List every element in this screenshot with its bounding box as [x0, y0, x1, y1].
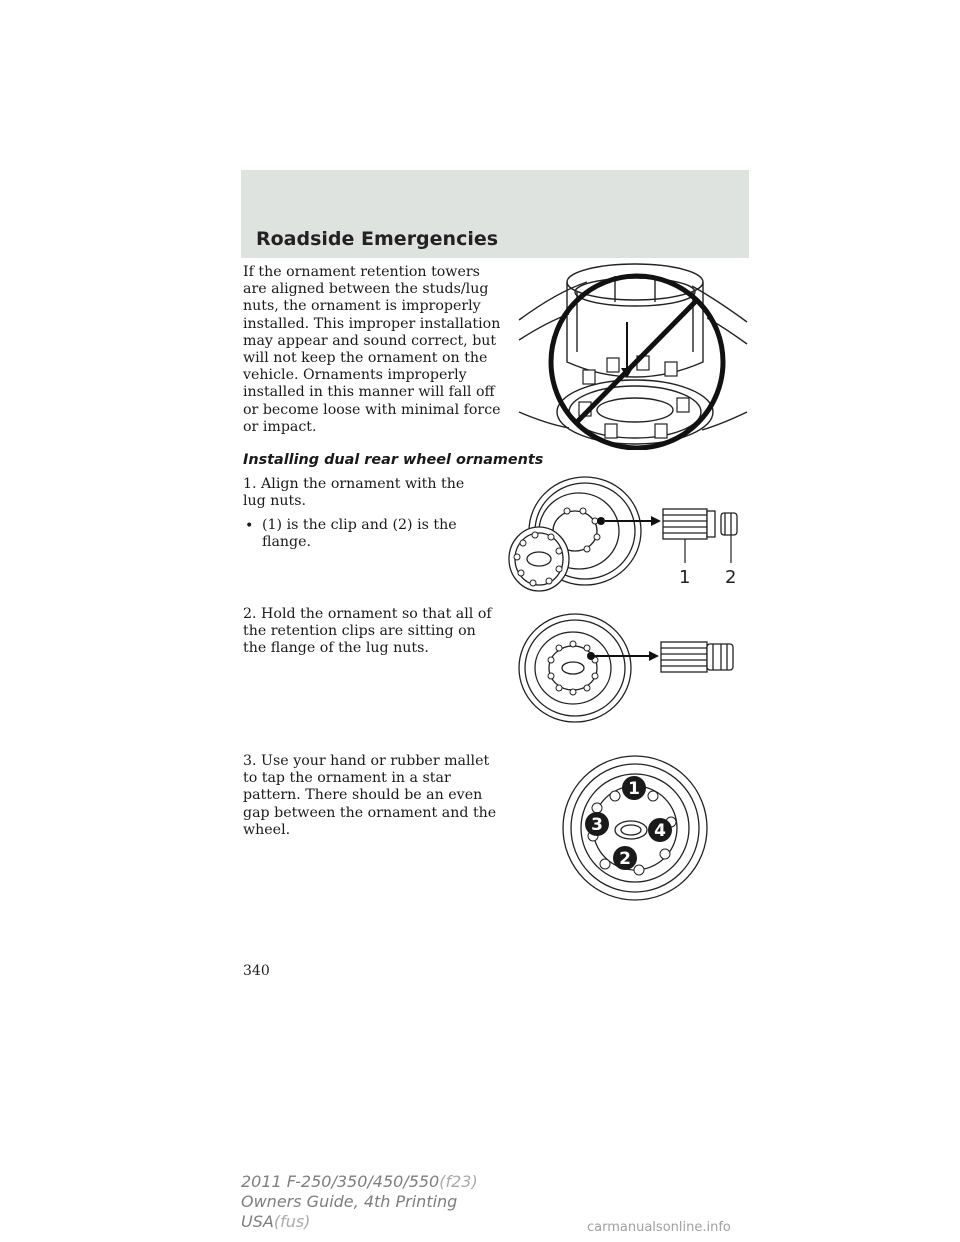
page-number: 340 — [243, 963, 270, 979]
star-step-2-label: 2 — [619, 849, 631, 869]
improper-installation-paragraph: If the ornament retention towers are aligned between the studs/lug nuts, the ornament is improperly installed. This improper installation may appear and sound correct, but will not keep the ornament on the vehicle. Ornaments improperly installed in this manner will fall off or become loose with minimal force or impact. — [243, 264, 501, 435]
star-step-3-label: 3 — [591, 815, 603, 835]
flange-label: 2 — [725, 567, 737, 588]
footer-model-code: (f23) — [439, 1172, 478, 1191]
star-step-1-label: 1 — [628, 779, 640, 799]
step-2-text: 2. Hold the ornament so that all of the retention clips are sitting on the flange of the lug nuts. — [243, 606, 492, 657]
improper-installation-illustration — [517, 262, 749, 450]
ornament-seated-illustration — [515, 612, 755, 724]
footer-printing: Owners Guide, 4th Printing — [241, 1192, 458, 1211]
star-pattern-illustration — [555, 752, 723, 902]
section-title: Roadside Emergencies — [256, 228, 499, 250]
step-3-text: 3. Use your hand or rubber mallet to tap the ornament in a star pattern. There should be an even gap between the ornament and the wheel. — [243, 753, 497, 838]
wheel-clip-flange-illustration — [505, 475, 755, 595]
footer-region-code: (fus) — [273, 1212, 311, 1231]
document-footer — [241, 1172, 478, 1232]
installing-subheading: Installing dual rear wheel ornaments — [243, 452, 544, 468]
clip-label: 1 — [679, 567, 691, 588]
clip-flange-bullet-text: (1) is the clip and (2) is the flange. — [262, 517, 457, 551]
footer-model: 2011 F-250/350/450/550 — [241, 1172, 440, 1191]
step-1-text: 1. Align the ornament with the lug nuts. — [243, 476, 465, 510]
bullet-marker: • — [245, 518, 254, 534]
footer-region: USA — [241, 1212, 274, 1231]
watermark-text: carmanualsonline.info — [587, 1220, 731, 1235]
star-step-4-label: 4 — [654, 821, 666, 841]
